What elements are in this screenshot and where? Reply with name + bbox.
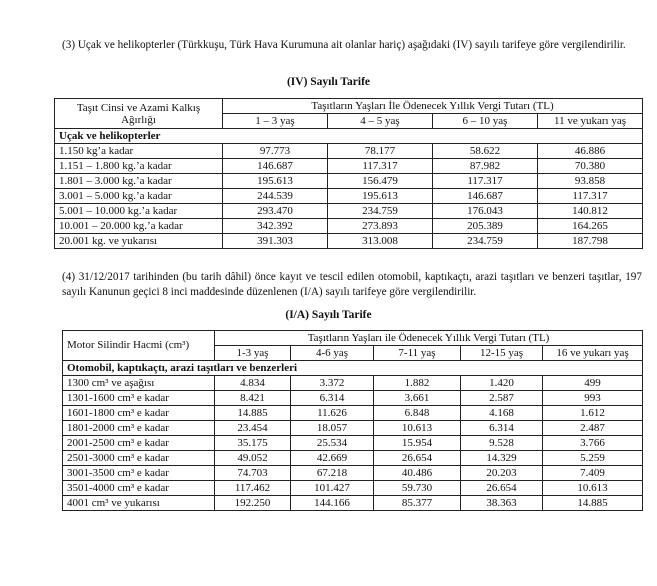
table-iv-span-header: Taşıtların Yaşları İle Ödenecek Yıllık Vergi Tutarı (TL) <box>223 99 643 114</box>
table-row <box>63 436 643 451</box>
table-row <box>55 159 643 174</box>
age-header: 12-15 yaş <box>461 346 543 361</box>
tax-value-cell: 2.587 <box>461 391 543 406</box>
tax-value-cell: 3.766 <box>543 436 643 451</box>
row-label: 20.001 kg. ve yukarısı <box>55 234 223 249</box>
tax-value-cell: 9.528 <box>461 436 543 451</box>
tax-value-cell: 3.661 <box>374 391 461 406</box>
tax-value-cell: 93.858 <box>538 174 643 189</box>
table-iv-col-header: Taşıt Cinsi ve Azami Kalkış Ağırlığı <box>55 99 223 129</box>
tax-value-cell: 164.265 <box>538 219 643 234</box>
table-row <box>63 376 643 391</box>
tax-value-cell: 78.177 <box>328 144 433 159</box>
table-ia-section: Otomobil, kaptıkaçtı, arazi taşıtları ve benzerleri <box>63 361 643 376</box>
tax-value-cell: 1.420 <box>461 376 543 391</box>
row-label: 1301-1600 cm³ e kadar <box>63 391 215 406</box>
tax-value-cell: 38.363 <box>461 496 543 511</box>
tax-value-cell: 146.687 <box>433 189 538 204</box>
tax-value-cell: 18.057 <box>291 421 374 436</box>
tax-value-cell: 2.487 <box>543 421 643 436</box>
row-label: 1.150 kg’a kadar <box>55 144 223 159</box>
age-header: 6 – 10 yaş <box>433 114 538 129</box>
table-row <box>55 174 643 189</box>
tax-value-cell: 85.377 <box>374 496 461 511</box>
tax-value-cell: 67.218 <box>291 466 374 481</box>
table-row <box>63 481 643 496</box>
table-row <box>55 144 643 159</box>
tax-value-cell: 499 <box>543 376 643 391</box>
table-ia-col-header: Motor Silindir Hacmi (cm³) <box>63 331 215 361</box>
tax-value-cell: 234.759 <box>328 204 433 219</box>
table-row <box>63 391 643 406</box>
tax-value-cell: 313.008 <box>328 234 433 249</box>
paragraph-4: (4) 31/12/2017 tarihinden (bu tarih dâhil) önce kayıt ve tescil edilen otomobil, kaptıkaçtı, arazi taşıtları ve benzeri taşıtlar, 197 sayılı Kanunun geçici 8 inci maddesinde düzenlenen (I/A) sayılı tarifeye göre vergilendirilir. <box>62 271 642 298</box>
table-iv-title: (IV) Sayılı Tarife <box>286 76 371 88</box>
tax-value-cell: 49.052 <box>215 451 291 466</box>
row-label: 1.801 – 3.000 kg.’a kadar <box>55 174 223 189</box>
table-row <box>55 234 643 249</box>
tax-value-cell: 23.454 <box>215 421 291 436</box>
row-label: 1801-2000 cm³ e kadar <box>63 421 215 436</box>
tax-value-cell: 4.834 <box>215 376 291 391</box>
row-label: 3.001 – 5.000 kg.’a kadar <box>55 189 223 204</box>
tax-value-cell: 10.613 <box>543 481 643 496</box>
table-row <box>55 189 643 204</box>
table-row <box>63 406 643 421</box>
tax-value-cell: 1.882 <box>374 376 461 391</box>
tax-value-cell: 58.622 <box>433 144 538 159</box>
tax-value-cell: 10.613 <box>374 421 461 436</box>
tax-value-cell: 273.893 <box>328 219 433 234</box>
tax-value-cell: 59.730 <box>374 481 461 496</box>
table-iv <box>54 98 643 249</box>
table-ia-title: (I/A) Sayılı Tarife <box>285 309 372 321</box>
tax-value-cell: 144.166 <box>291 496 374 511</box>
tax-value-cell: 35.175 <box>215 436 291 451</box>
table-iv-section: Uçak ve helikopterler <box>55 129 643 144</box>
table-ia-span-header: Taşıtların Yaşları ile Ödenecek Yıllık Vergi Tutarı (TL) <box>215 331 643 346</box>
tax-value-cell: 6.314 <box>461 421 543 436</box>
tax-value-cell: 14.885 <box>215 406 291 421</box>
tax-value-cell: 26.654 <box>461 481 543 496</box>
tax-value-cell: 11.626 <box>291 406 374 421</box>
tax-value-cell: 156.479 <box>328 174 433 189</box>
tax-value-cell: 342.392 <box>223 219 328 234</box>
tax-value-cell: 42.669 <box>291 451 374 466</box>
age-header: 16 ve yukarı yaş <box>543 346 643 361</box>
tax-value-cell: 15.954 <box>374 436 461 451</box>
tax-value-cell: 205.389 <box>433 219 538 234</box>
tax-value-cell: 176.043 <box>433 204 538 219</box>
tax-value-cell: 20.203 <box>461 466 543 481</box>
row-label: 3001-3500 cm³ e kadar <box>63 466 215 481</box>
tax-value-cell: 244.539 <box>223 189 328 204</box>
tax-value-cell: 4.168 <box>461 406 543 421</box>
tax-value-cell: 5.259 <box>543 451 643 466</box>
row-label: 10.001 – 20.000 kg.’a kadar <box>55 219 223 234</box>
age-header: 1-3 yaş <box>215 346 291 361</box>
table-row <box>55 204 643 219</box>
age-header: 7-11 yaş <box>374 346 461 361</box>
tax-value-cell: 117.462 <box>215 481 291 496</box>
tax-value-cell: 1.612 <box>543 406 643 421</box>
table-row <box>63 466 643 481</box>
tax-value-cell: 234.759 <box>433 234 538 249</box>
tax-value-cell: 391.303 <box>223 234 328 249</box>
paragraph-3: (3) Uçak ve helikopterler (Türkkuşu, Türk Hava Kurumuna ait olanlar hariç) aşağıdaki (IV) sayılı tarifeye göre vergilendirilir. <box>62 39 626 51</box>
tax-value-cell: 192.250 <box>215 496 291 511</box>
tax-value-cell: 70.380 <box>538 159 643 174</box>
age-header: 11 ve yukarı yaş <box>538 114 643 129</box>
table-ia <box>62 330 643 511</box>
table-row <box>63 451 643 466</box>
row-label: 1300 cm³ ve aşağısı <box>63 376 215 391</box>
tax-value-cell: 117.317 <box>328 159 433 174</box>
row-label: 1601-1800 cm³ e kadar <box>63 406 215 421</box>
tax-value-cell: 117.317 <box>538 189 643 204</box>
tax-value-cell: 14.885 <box>543 496 643 511</box>
tax-value-cell: 146.687 <box>223 159 328 174</box>
tax-value-cell: 117.317 <box>433 174 538 189</box>
tax-value-cell: 97.773 <box>223 144 328 159</box>
tax-value-cell: 14.329 <box>461 451 543 466</box>
age-header: 1 – 3 yaş <box>223 114 328 129</box>
row-label: 2501-3000 cm³ e kadar <box>63 451 215 466</box>
row-label: 3501-4000 cm³ e kadar <box>63 481 215 496</box>
tax-value-cell: 3.372 <box>291 376 374 391</box>
tax-value-cell: 74.703 <box>215 466 291 481</box>
tax-value-cell: 25.534 <box>291 436 374 451</box>
age-header: 4 – 5 yaş <box>328 114 433 129</box>
tax-value-cell: 993 <box>543 391 643 406</box>
row-label: 5.001 – 10.000 kg.’a kadar <box>55 204 223 219</box>
tax-value-cell: 26.654 <box>374 451 461 466</box>
row-label: 4001 cm³ ve yukarısı <box>63 496 215 511</box>
tax-value-cell: 6.848 <box>374 406 461 421</box>
tax-value-cell: 7.409 <box>543 466 643 481</box>
table-row <box>55 219 643 234</box>
tax-value-cell: 8.421 <box>215 391 291 406</box>
table-row <box>63 496 643 511</box>
row-label: 2001-2500 cm³ e kadar <box>63 436 215 451</box>
tax-value-cell: 46.886 <box>538 144 643 159</box>
tax-value-cell: 195.613 <box>328 189 433 204</box>
table-row <box>63 421 643 436</box>
tax-value-cell: 293.470 <box>223 204 328 219</box>
tax-value-cell: 140.812 <box>538 204 643 219</box>
row-label: 1.151 – 1.800 kg.’a kadar <box>55 159 223 174</box>
tax-value-cell: 6.314 <box>291 391 374 406</box>
tax-value-cell: 87.982 <box>433 159 538 174</box>
tax-value-cell: 40.486 <box>374 466 461 481</box>
tax-value-cell: 187.798 <box>538 234 643 249</box>
tax-value-cell: 101.427 <box>291 481 374 496</box>
tax-value-cell: 195.613 <box>223 174 328 189</box>
age-header: 4-6 yaş <box>291 346 374 361</box>
